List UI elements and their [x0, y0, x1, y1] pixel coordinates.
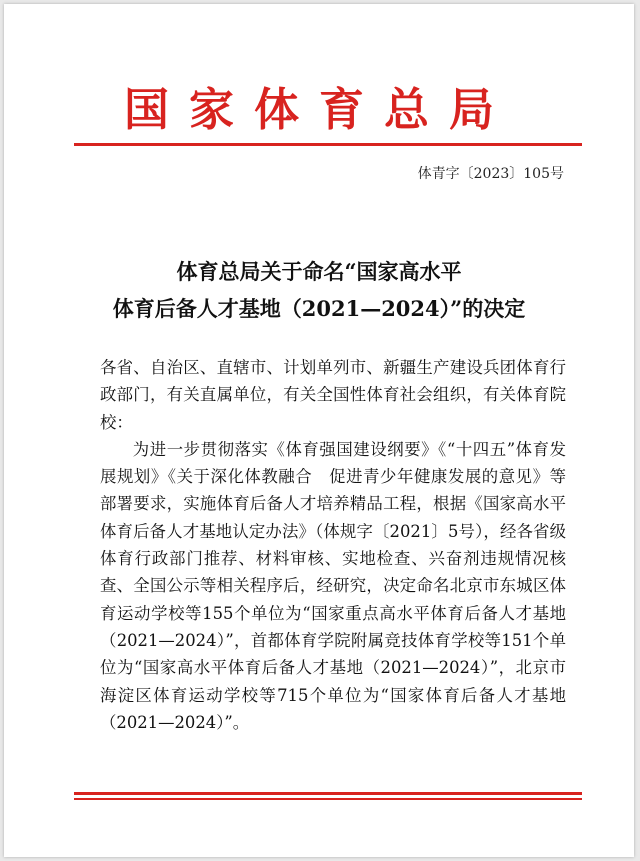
document-title-line-2: 体育后备人才基地（2021—2024）”的决定 [112, 296, 526, 321]
document-title-line-1: 体育总局关于命名“国家高水平 [176, 259, 462, 284]
document-number: 体青字〔2023〕105号 [417, 166, 564, 182]
salutation: 各省、自治区、直辖市、计划单列市、新疆生产建设兵团体育行政部门，有关直属单位，有关全国性体育社会组织，有关体育院校： [100, 358, 566, 432]
red-footer-rule [74, 792, 582, 795]
agency-masthead: 国家体育总局 [123, 83, 514, 136]
red-header-rule [74, 143, 582, 146]
red-footer-rule-thin [74, 798, 582, 800]
body-paragraph: 为进一步贯彻落实《体育强国建设纲要》《“十四五”体育发展规划》《关于深化体教融合 促进青少年健康发展的意见》等部署要求，实施体育后备人才培养精品工程，根据《国家高水平体育后备人才基地认定办法》（体规字〔2021〕5号），经各省级体育行政部门推荐、材料审核、实地检查、兴奋剂违规情况核查、全国公示等相关程序后，经研究，决定命名北京市东城区体育运动学校等155个单位为“国家重点高水平体育后备人才基地（2021—2024）”，首都体育学院附属竞技体育学校等151个单位为“国家高水平体育后备人才基地（2021—2024）”，北京市海淀区体育运动学校等715个单位为“国家体育后备人才基地（2021—2024）”。 [100, 439, 566, 732]
document-page [4, 4, 634, 857]
document-body [100, 354, 566, 736]
